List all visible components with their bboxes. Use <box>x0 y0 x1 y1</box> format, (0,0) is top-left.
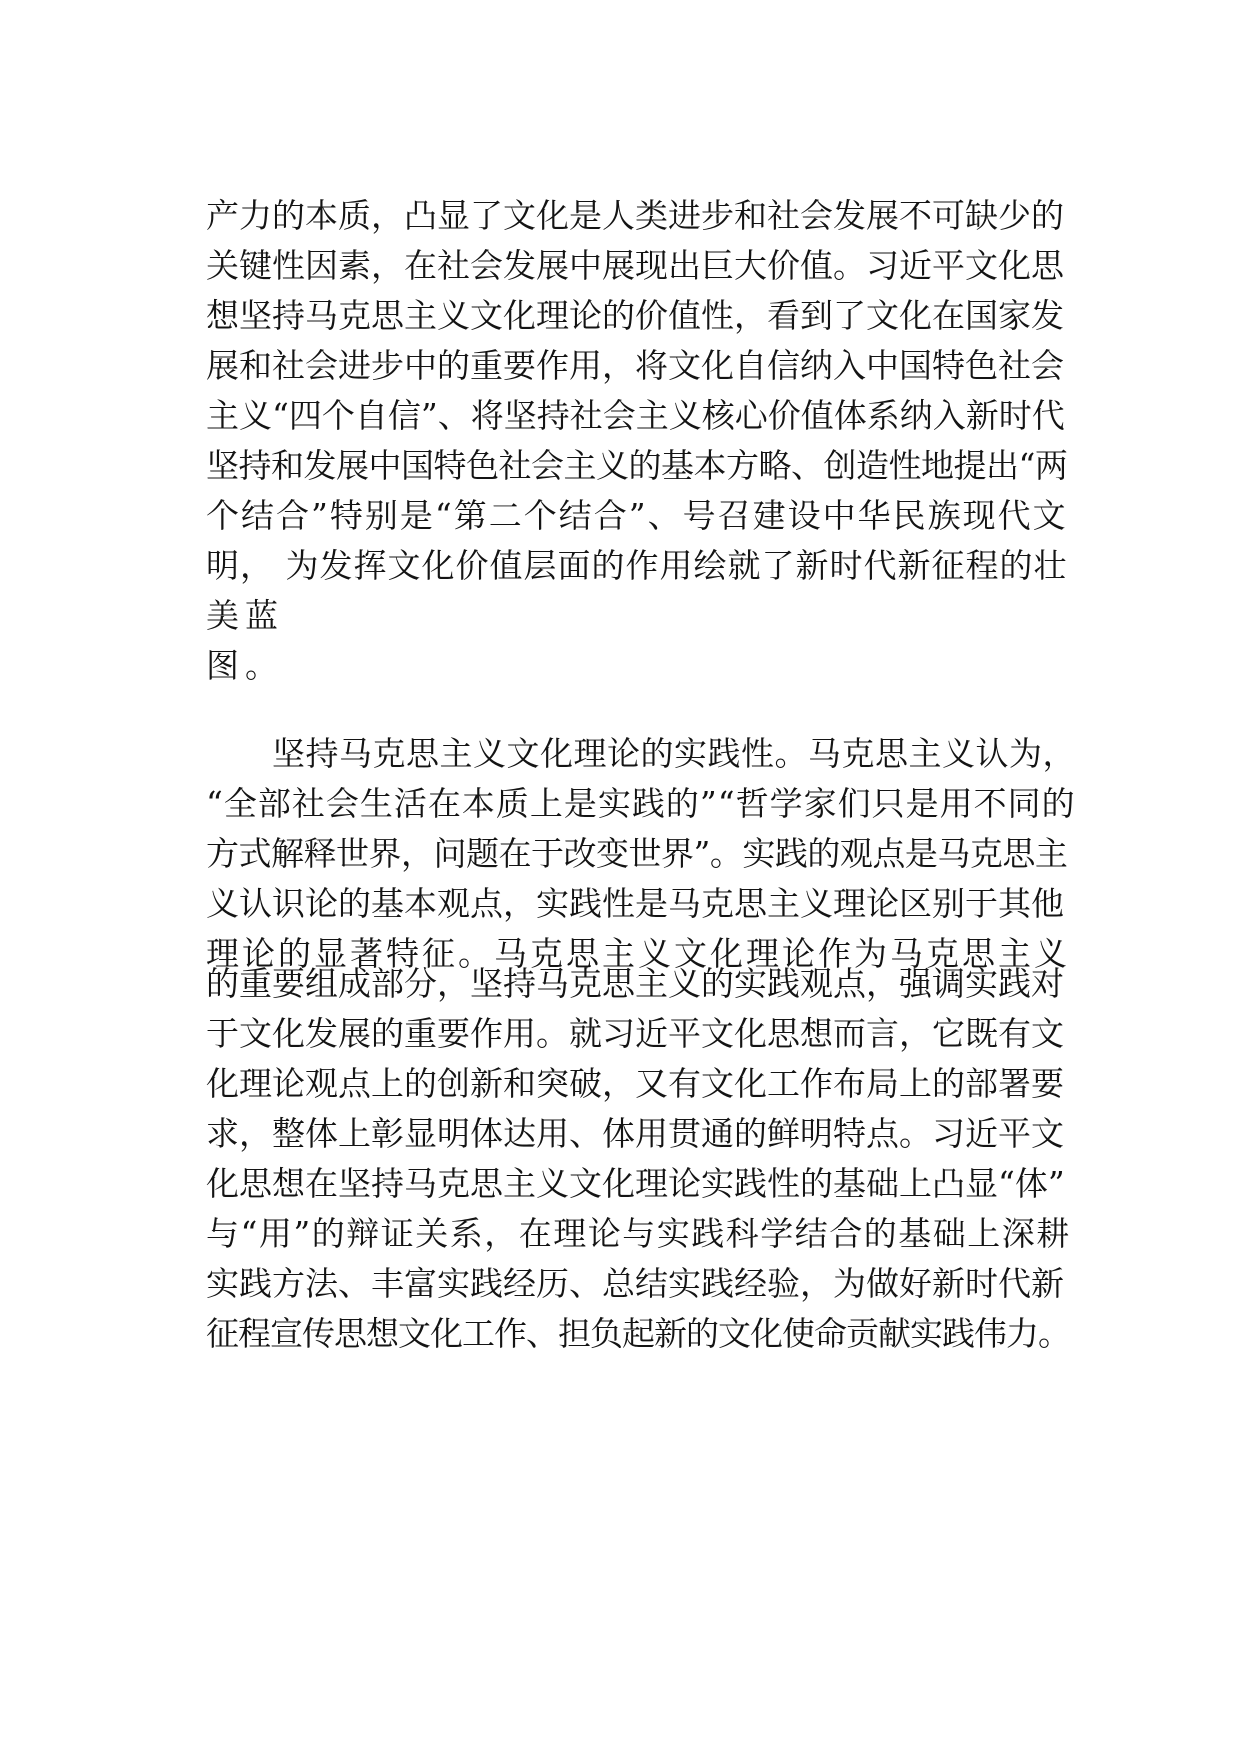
text-line: 展和社会进步中的重要作用，将文化自信纳入中国特色社会 <box>206 346 1064 385</box>
paragraph-value-of-culture <box>206 191 1076 691</box>
text-line: 征程宣传思想文化工作、担负起新的文化使命贡献实践伟力。 <box>206 1314 1070 1353</box>
text-line: 化思想在坚持马克思主义文化理论实践性的基础上凸显“体” <box>206 1164 1065 1203</box>
text-line: 明， 为发挥文化价值层面的作用绘就了新时代新征程的壮 <box>206 546 1068 585</box>
text-line: 的重要组成部分，坚持马克思主义的实践观点，强调实践对 <box>206 964 1064 1003</box>
text-line: “全部社会生活在本质上是实践的”“哲学家们只是用不同的 <box>206 784 1076 823</box>
paragraph-practicality-intro <box>206 729 1076 979</box>
text-line: 关键性因素，在社会发展中展现出巨大价值。习近平文化思 <box>206 246 1064 285</box>
text-line: 方式解释世界，问题在于改变世界”。实践的观点是马克思主 <box>206 834 1068 873</box>
paragraph-practicality-body <box>206 959 1076 1359</box>
text-line: 义认识论的基本观点，实践性是马克思主义理论区别于其他 <box>206 884 1064 923</box>
text-line: 求，整体上彰显明体达用、体用贯通的鲜明特点。习近平文 <box>206 1114 1064 1153</box>
text-line: 实践方法、丰富实践经历、总结实践经验，为做好新时代新 <box>206 1264 1064 1303</box>
text-line: 个结合”特别是“第二个结合”、号召建设中华民族现代文 <box>206 496 1068 535</box>
text-line: 产力的本质，凸显了文化是人类进步和社会发展不可缺少的 <box>206 196 1064 235</box>
text-line: 主义“四个自信”、将坚持社会主义核心价值体系纳入新时代 <box>206 396 1065 435</box>
text-line: 化理论观点上的创新和突破，又有文化工作布局上的部署要 <box>206 1064 1064 1103</box>
text-line: 坚持和发展中国特色社会主义的基本方略、创造性地提出“两 <box>206 446 1068 485</box>
text-line: 理论的显著特征。马克思主义文化理论作为马克思主义 <box>206 934 1070 973</box>
text-line: 想坚持马克思主义文化理论的价值性，看到了文化在国家发 <box>206 296 1064 335</box>
text-line: 图。 <box>206 646 284 685</box>
text-line: 与“用”的辩证关系，在理论与实践科学结合的基础上深耕 <box>206 1214 1071 1253</box>
paragraph-heading-line: 坚持马克思主义文化理论的实践性。马克思主义认为， <box>272 734 1076 773</box>
text-line: 美蓝 <box>206 596 284 635</box>
text-line: 于文化发展的重要作用。就习近平文化思想而言，它既有文 <box>206 1014 1064 1053</box>
